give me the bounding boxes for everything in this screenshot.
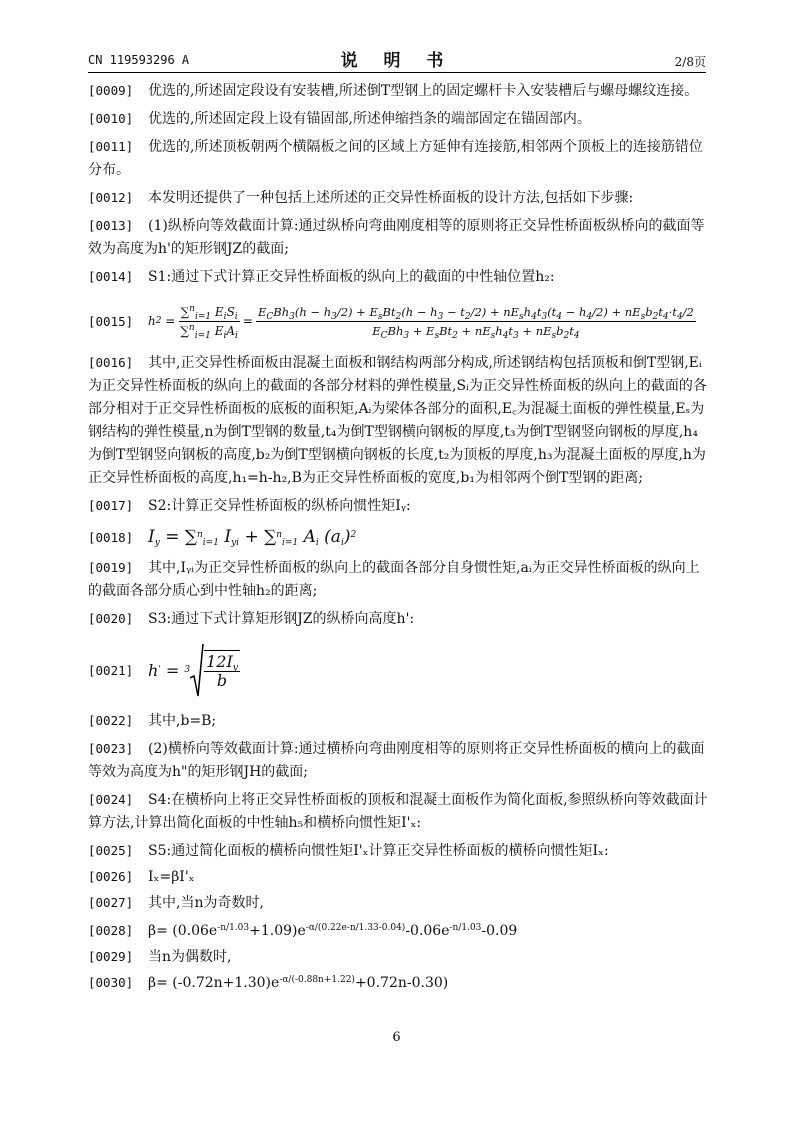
paragraph-text: Iₓ=βI'ₓ [148,869,195,885]
paragraph-0020 [88,607,710,631]
paragraph-tag: [0011] [88,139,134,154]
paragraph-0026 [88,865,710,889]
paragraph-text: (2)横桥向等效截面计算:通过横桥向弯曲刚度相等的原则将正交异性桥面板的横向上的截面等效为高度为h"的矩形钢JH的截面; [88,741,705,780]
page-header [88,44,706,73]
paragraph-text: 优选的,所述顶板朝两个横隔板之间的区域上方延伸有连接筋,相邻两个顶板上的连接筋错位分布。 [88,139,703,178]
height-formula: h ' = 3 $\frac{12I_y}{b}$ [148,642,243,698]
paragraph-0018 [88,522,710,552]
paragraph-text: S4:在横桥向上将正交异性桥面板的顶板和混凝土面板作为简化面板,参照纵桥向等效截面计算方法,计算出简化面板的中性轴h₅和横桥向惯性矩I'ₓ: [88,792,708,831]
paragraph-tag: [0022] [88,713,134,728]
beta-even-formula: $\beta= (-0.72n+1.30)e^{-\alpha/(-0.88n+1.22)}+0.72n-0.30$) [148,975,449,991]
paragraph-tag: [0024] [88,792,134,807]
paragraph-text: S2:计算正交异性桥面板的纵桥向惯性矩Iᵧ: [148,498,411,514]
paragraph-tag: [0030] [88,975,134,990]
paragraph-0024 [88,788,710,835]
paragraph-tag: [0014] [88,269,134,284]
paragraph-tag: [0023] [88,741,134,756]
paragraph-0013 [88,214,710,261]
paragraph-tag: [0009] [88,83,134,98]
paragraph-text: 本发明还提供了一种包括上述所述的正交异性桥面板的设计方法,包括如下步骤: [148,190,634,206]
page-indicator: 2/8页 [674,55,706,69]
root-sign-icon [190,642,204,698]
paragraph-0014 [88,265,710,289]
paragraph-0009 [88,79,710,103]
paragraph-tag: [0015] [88,313,134,329]
paragraph-0022 [88,709,710,733]
paragraph-0011 [88,135,710,182]
paragraph-text: S5:通过简化面板的横桥向惯性矩I'ₓ计算正交异性桥面板的横桥向惯性矩Iₓ: [148,843,609,859]
paragraph-text: 其中,正交异性桥面板由混凝土面板和钢结构两部分构成,所述钢结构包括顶板和倒T型钢,Eᵢ为正交异性桥面板的纵向上的截面的各部分材料的弹性模量,Sᵢ为正交异性桥面板的纵向上的截面的各部分相对于正交异性桥面板的底板的面积矩,Aᵢ为梁体各部分的面积,E꜀为混凝土面板的弹性模量,Eₛ为钢结构的弹性模量,n为倒T型钢的数量,t₄为倒T型钢横向钢板的厚度,t₃为倒T型钢竖向钢板的厚度,h₄为倒T型钢竖向钢板的高度,b₂为倒T型钢横向钢板的长度,t₂为顶板的厚度,h₃为混凝土面板的厚度,h为正交异性桥面板的高度,h₁=h-h₂,B为正交异性桥面板的宽度,b₁为相邻两个倒T型钢的距离; [88,355,707,486]
paragraph-text: (1)纵桥向等效截面计算:通过纵桥向弯曲刚度相等的原则将正交异性桥面板纵桥向的截面等效为高度为h'的矩形钢JZ的截面; [88,218,705,257]
beta-odd-formula: $\beta= (0.06e^{-n/1.03}+1.09)e^{-\alpha/(0.22e-n/1.33-0.04)}-0.06e^{-n/1.03}-0.09$ [148,923,518,939]
paragraph-text: 优选的,所述固定段设有安装槽,所述倒T型钢上的固定螺杆卡入安装槽后与螺母螺纹连接。 [148,83,699,99]
paragraph-text: S1:通过下式计算正交异性桥面板的纵向上的截面的中性轴位置h₂: [148,269,555,285]
paragraph-tag: [0018] [88,529,134,545]
paragraph-tag: [0021] [88,662,134,678]
paragraph-tag: [0028] [88,923,134,938]
paragraph-tag: [0013] [88,218,134,233]
paragraph-0028 [88,919,710,943]
document-title: 说 明 书 [340,51,454,71]
paragraph-text: 其中,b=B; [148,713,217,729]
paragraph-tag: [0019] [88,560,134,575]
patent-number: CN 119593296 A [88,53,190,67]
paragraph-0019 [88,556,710,603]
paragraph-0015 [88,295,710,347]
paragraph-tag: [0026] [88,869,134,884]
page-number: 6 [392,1030,401,1045]
document-body [88,79,710,995]
paragraph-0023 [88,737,710,784]
paragraph-text: S3:通过下式计算矩形钢JZ的纵桥向高度h': [148,611,415,627]
neutral-axis-formula: h 2 = $\frac{\sum^n_{i=1} E_iS_i}{\sum^n_{i=1} E_iA_i}$ = $E_CBh_3(h - h_3/2) + E_sBt_2(h - h_3 - t_2/2) + nE_sh_4t_3(t_4 - h_4/2) + nE_sb_2t_4\cdot t_4/2$ $E_CBh_3 + E_sBt_2 + nE_sh_4t_3 + nE_sb_2t_4$ [148,303,694,341]
paragraph-tag: [0012] [88,190,134,205]
paragraph-tag: [0017] [88,498,134,513]
paragraph-tag: [0029] [88,949,134,964]
paragraph-text: 其中,当n为奇数时, [148,895,264,911]
paragraph-0017 [88,494,710,518]
paragraph-0029 [88,945,710,969]
paragraph-0021 [88,635,710,705]
paragraph-0025 [88,839,710,863]
paragraph-tag: [0016] [88,355,134,370]
paragraph-0016 [88,351,710,490]
paragraph-0027 [88,891,710,915]
paragraph-tag: [0025] [88,843,134,858]
paragraph-tag: [0027] [88,895,134,910]
paragraph-0030 [88,971,710,995]
paragraph-tag: [0010] [88,111,134,126]
inertia-formula: $I_y = \sum^n_{i=1}$ $I_{yi} + \sum^n_{i=1}$ $A_i$ $(a_i)^2$ [148,526,357,548]
paragraph-tag: [0020] [88,611,134,626]
paragraph-text: 当n为偶数时, [148,949,232,965]
paragraph-0012 [88,186,710,210]
paragraph-text: 其中,Iᵧᵢ为正交异性桥面板的纵向上的截面各部分自身惯性矩,aᵢ为正交异性桥面板的纵向上的截面各部分质心到中性轴h₂的距离; [88,560,700,599]
paragraph-text: 优选的,所述固定段上设有锚固部,所述伸缩挡条的端部固定在锚固部内。 [148,111,591,127]
paragraph-0010 [88,107,710,131]
